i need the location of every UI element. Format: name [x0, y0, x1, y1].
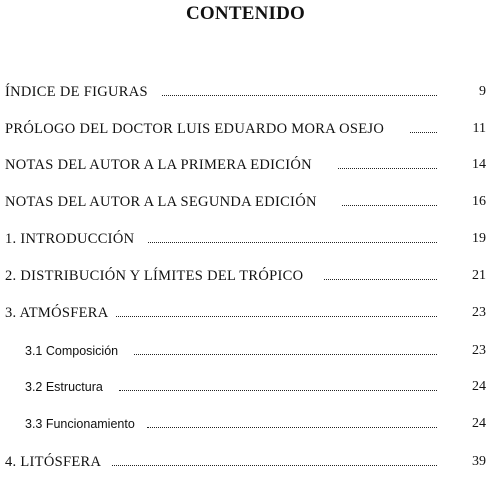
- toc-entry-page: 9: [479, 84, 486, 99]
- dot-leader: [112, 465, 437, 466]
- toc-subentry-label: 3.1 Composición: [25, 344, 119, 358]
- dot-leader: [147, 427, 437, 428]
- toc-subentry-page: 24: [472, 416, 486, 431]
- dot-leader: [162, 95, 437, 96]
- dot-leader: [116, 316, 437, 317]
- dot-leader: [119, 390, 437, 391]
- toc-entry: [0, 266, 491, 286]
- toc-entry-page: 19: [472, 231, 486, 246]
- toc-subentry-label: 3.3 Funcionamiento: [25, 417, 135, 431]
- page-title: CONTENIDO: [186, 3, 305, 24]
- toc-subentry: [0, 414, 491, 434]
- dot-leader: [324, 279, 437, 280]
- toc-entry: [0, 192, 491, 212]
- toc-subentry: [0, 341, 491, 361]
- dot-leader: [148, 242, 437, 243]
- toc-entry-label: 2. DISTRIBUCIÓN Y LÍMITES DEL TRÓPICO: [5, 268, 304, 284]
- dot-leader: [342, 205, 437, 206]
- toc-entry-label: 3. ATMÓSFERA: [5, 305, 109, 321]
- toc-entry-label: PRÓLOGO DEL DOCTOR LUIS EDUARDO MORA OSEJO: [5, 121, 385, 137]
- toc-entry: [0, 452, 491, 472]
- toc-entry-label: NOTAS DEL AUTOR A LA SEGUNDA EDICIÓN: [5, 194, 317, 210]
- toc-entry-label: 1. INTRODUCCIÓN: [5, 231, 135, 247]
- toc-entry-label: NOTAS DEL AUTOR A LA PRIMERA EDICIÓN: [5, 157, 312, 173]
- toc-subentry-label: 3.2 Estructura: [25, 380, 103, 394]
- dot-leader: [134, 354, 437, 355]
- toc-entry-label: 4. LITÓSFERA: [5, 454, 102, 470]
- toc-subentry: [0, 377, 491, 397]
- toc-entry-label: ÍNDICE DE FIGURAS: [5, 84, 148, 100]
- toc-entry: [0, 119, 491, 139]
- toc-subentry-page: 24: [472, 379, 486, 394]
- toc-subentry-page: 23: [472, 343, 486, 358]
- dot-leader: [410, 132, 437, 133]
- dot-leader: [338, 168, 437, 169]
- toc-entry: [0, 229, 491, 249]
- toc-entry-page: 21: [472, 268, 486, 283]
- toc-entry: [0, 155, 491, 175]
- toc-entry-page: 16: [472, 194, 486, 209]
- toc-entry-page: 23: [472, 305, 486, 320]
- toc-entry-page: 14: [472, 157, 486, 172]
- toc-entry-page: 11: [472, 121, 486, 136]
- toc-entry: [0, 303, 491, 323]
- toc-entry-page: 39: [472, 454, 486, 469]
- toc-entry: [0, 82, 491, 102]
